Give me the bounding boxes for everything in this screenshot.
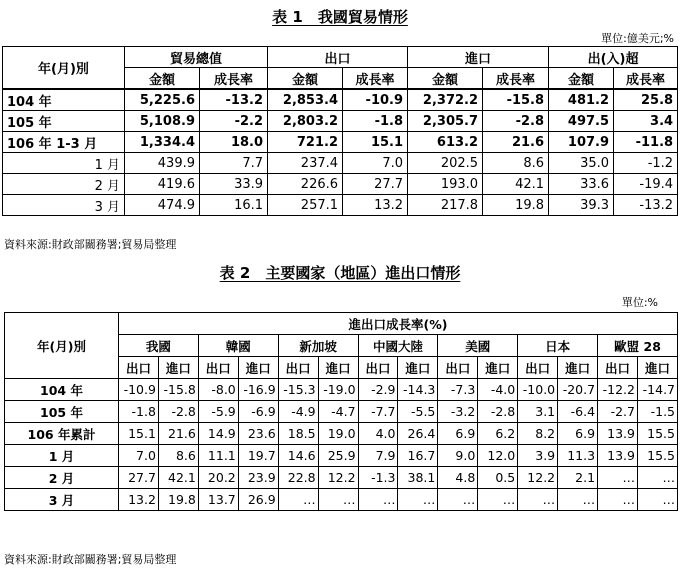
table-cell: -5.9 <box>198 401 238 423</box>
row-label: 106 年 1-3 月 <box>3 132 125 153</box>
table-cell: 497.5 <box>549 111 614 132</box>
table-cell: 15.5 <box>637 445 677 467</box>
table-row <box>3 174 678 195</box>
row-label: 106 年累計 <box>5 423 119 445</box>
table-cell: 4.8 <box>438 467 478 489</box>
country-header: 日本 <box>518 335 598 357</box>
table-cell: 202.5 <box>408 153 483 174</box>
table-cell: -19.4 <box>614 174 678 195</box>
table-cell: -15.8 <box>158 379 198 401</box>
table1 <box>2 46 678 216</box>
country-header: 新加坡 <box>278 335 358 357</box>
table-cell: 12.2 <box>518 467 558 489</box>
table-row <box>5 467 678 489</box>
table-row <box>3 195 678 216</box>
table-cell: … <box>637 489 677 511</box>
table1-group-import: 進口 <box>408 47 549 68</box>
table-cell: 19.8 <box>483 195 549 216</box>
table-cell: 39.3 <box>549 195 614 216</box>
table-cell: 481.2 <box>549 89 614 111</box>
country-header: 歐盟 28 <box>598 335 678 357</box>
table-cell: … <box>278 489 318 511</box>
table-cell: 8.6 <box>158 445 198 467</box>
table-cell: 474.9 <box>125 195 200 216</box>
table1-subheader: 金額 <box>268 68 343 90</box>
table-cell: 6.2 <box>478 423 518 445</box>
table-cell: -10.0 <box>518 379 558 401</box>
table-cell: 14.6 <box>278 445 318 467</box>
table1-subheader: 成長率 <box>483 68 549 90</box>
table-cell: 26.9 <box>238 489 278 511</box>
row-label: 105 年 <box>5 401 119 423</box>
table2 <box>4 312 678 511</box>
table-row <box>5 445 678 467</box>
table1-group-balance: 出(入)超 <box>549 47 678 68</box>
table-cell: 0.5 <box>478 467 518 489</box>
table2-subheader: 進口 <box>637 357 677 379</box>
table-cell: -4.9 <box>278 401 318 423</box>
table-cell: -14.3 <box>398 379 438 401</box>
table-cell: 7.7 <box>200 153 268 174</box>
table-cell: 16.7 <box>398 445 438 467</box>
table-cell: 107.9 <box>549 132 614 153</box>
table2-subheader: 出口 <box>518 357 558 379</box>
table-row <box>5 379 678 401</box>
table-row <box>3 89 678 111</box>
table-row <box>5 489 678 511</box>
table2-subheader: 出口 <box>438 357 478 379</box>
country-header: 中國大陸 <box>358 335 438 357</box>
table-cell: 25.9 <box>318 445 358 467</box>
table-cell: -14.7 <box>637 379 677 401</box>
country-header: 美國 <box>438 335 518 357</box>
table-cell: 3.4 <box>614 111 678 132</box>
table-cell: -2.8 <box>478 401 518 423</box>
table1-subheader: 金額 <box>549 68 614 90</box>
table-cell: 6.9 <box>558 423 598 445</box>
table-cell: … <box>518 489 558 511</box>
table-cell: 257.1 <box>268 195 343 216</box>
table2-subheader: 出口 <box>278 357 318 379</box>
table-row <box>3 153 678 174</box>
row-label: 104 年 <box>3 89 125 111</box>
table-cell: -13.2 <box>614 195 678 216</box>
table-cell: … <box>398 489 438 511</box>
table-cell: 7.9 <box>358 445 398 467</box>
table-cell: -16.9 <box>238 379 278 401</box>
table-cell: … <box>438 489 478 511</box>
table2-subheader: 出口 <box>119 357 159 379</box>
table-row <box>5 423 678 445</box>
table-cell: -1.3 <box>358 467 398 489</box>
table-cell: 4.0 <box>358 423 398 445</box>
table-cell: 13.2 <box>119 489 159 511</box>
table-cell: 18.5 <box>278 423 318 445</box>
table2-subheader: 進口 <box>158 357 198 379</box>
table-cell: 15.1 <box>343 132 408 153</box>
table-cell: 15.5 <box>637 423 677 445</box>
table-cell: -15.8 <box>483 89 549 111</box>
table-cell: 42.1 <box>483 174 549 195</box>
table-cell: 21.6 <box>483 132 549 153</box>
table1-subheader: 成長率 <box>200 68 268 90</box>
table-cell: 22.8 <box>278 467 318 489</box>
table-cell: 13.9 <box>598 445 638 467</box>
table2-subheader: 出口 <box>358 357 398 379</box>
table-cell: -13.2 <box>200 89 268 111</box>
table-cell: 419.6 <box>125 174 200 195</box>
table-cell: 33.9 <box>200 174 268 195</box>
table-cell: 26.4 <box>398 423 438 445</box>
table-cell: 16.1 <box>200 195 268 216</box>
table-cell: 237.4 <box>268 153 343 174</box>
table-cell: -1.5 <box>637 401 677 423</box>
table-cell: 19.0 <box>318 423 358 445</box>
table-cell: -2.8 <box>158 401 198 423</box>
table-cell: -2.7 <box>598 401 638 423</box>
table1-subheader: 成長率 <box>614 68 678 90</box>
table-cell: -10.9 <box>119 379 159 401</box>
table-cell: 23.6 <box>238 423 278 445</box>
table-cell: 8.6 <box>483 153 549 174</box>
table-cell: 193.0 <box>408 174 483 195</box>
country-header: 韓國 <box>198 335 278 357</box>
table-cell: -1.2 <box>614 153 678 174</box>
table-cell: -2.9 <box>358 379 398 401</box>
table-cell: 721.2 <box>268 132 343 153</box>
table1-group-total: 貿易總值 <box>125 47 268 68</box>
table-cell: 6.9 <box>438 423 478 445</box>
table-cell: 2,803.2 <box>268 111 343 132</box>
table-cell: -20.7 <box>558 379 598 401</box>
row-label: 3 月 <box>5 489 119 511</box>
table-cell: -4.0 <box>478 379 518 401</box>
table2-source: 資料來源:財政部關務署;貿易局整理 <box>4 553 177 566</box>
table-cell: -2.8 <box>483 111 549 132</box>
table-cell: 11.1 <box>198 445 238 467</box>
table-cell: 13.7 <box>198 489 238 511</box>
table-cell: 5,225.6 <box>125 89 200 111</box>
table-cell: 20.2 <box>198 467 238 489</box>
table-cell: 2,372.2 <box>408 89 483 111</box>
row-label: 2 月 <box>3 174 125 195</box>
table2-row-header: 年(月)別 <box>5 313 119 379</box>
row-label: 104 年 <box>5 379 119 401</box>
table-cell: 7.0 <box>343 153 408 174</box>
table1-subheader: 金額 <box>125 68 200 90</box>
table-cell: 27.7 <box>343 174 408 195</box>
table-cell: -6.9 <box>238 401 278 423</box>
table-cell: … <box>558 489 598 511</box>
table-cell: -4.7 <box>318 401 358 423</box>
table2-subheader: 進口 <box>238 357 278 379</box>
table-row <box>3 132 678 153</box>
row-label: 2 月 <box>5 467 119 489</box>
table-cell: -2.2 <box>200 111 268 132</box>
table1-subheader: 金額 <box>408 68 483 90</box>
table-cell: 2.1 <box>558 467 598 489</box>
table2-unit: 單位:% <box>621 296 658 309</box>
row-label: 1 月 <box>5 445 119 467</box>
table-cell: … <box>358 489 398 511</box>
table-cell: 439.9 <box>125 153 200 174</box>
table-cell: 613.2 <box>408 132 483 153</box>
table-cell: 11.3 <box>558 445 598 467</box>
row-label: 105 年 <box>3 111 125 132</box>
table-cell: 3.1 <box>518 401 558 423</box>
table1-group-export: 出口 <box>268 47 408 68</box>
table-cell: 9.0 <box>438 445 478 467</box>
table2-subheader: 進口 <box>318 357 358 379</box>
table-cell: 217.8 <box>408 195 483 216</box>
table-row <box>3 111 678 132</box>
table-cell: -6.4 <box>558 401 598 423</box>
table-cell: 21.6 <box>158 423 198 445</box>
table1-title: 表 1 我國貿易情形 <box>272 8 408 26</box>
table-cell: … <box>478 489 518 511</box>
table-cell: -10.9 <box>343 89 408 111</box>
table-cell: 2,853.4 <box>268 89 343 111</box>
table1-row-header: 年(月)別 <box>3 47 125 90</box>
table-cell: 33.6 <box>549 174 614 195</box>
table-cell: -19.0 <box>318 379 358 401</box>
table-cell: … <box>318 489 358 511</box>
table-cell: -5.5 <box>398 401 438 423</box>
table-cell: 14.9 <box>198 423 238 445</box>
row-label: 3 月 <box>3 195 125 216</box>
table-cell: … <box>637 467 677 489</box>
table-cell: -8.0 <box>198 379 238 401</box>
table2-subheader: 出口 <box>598 357 638 379</box>
table-cell: 13.9 <box>598 423 638 445</box>
table-cell: 42.1 <box>158 467 198 489</box>
table-cell: 3.9 <box>518 445 558 467</box>
table-cell: 12.2 <box>318 467 358 489</box>
table1-unit: 單位:億美元;% <box>601 32 674 45</box>
table-cell: 15.1 <box>119 423 159 445</box>
table-cell: -15.3 <box>278 379 318 401</box>
table-cell: 13.2 <box>343 195 408 216</box>
table1-subheader: 成長率 <box>343 68 408 90</box>
table1-source: 資料來源:財政部關務署;貿易局整理 <box>4 238 177 251</box>
table2-subheader: 進口 <box>558 357 598 379</box>
table2-span-header: 進出口成長率(%) <box>119 313 678 335</box>
table-cell: 19.8 <box>158 489 198 511</box>
table-cell: -11.8 <box>614 132 678 153</box>
table2-subheader: 進口 <box>478 357 518 379</box>
table2-subheader: 進口 <box>398 357 438 379</box>
table-cell: 1,334.4 <box>125 132 200 153</box>
table-cell: 25.8 <box>614 89 678 111</box>
table-cell: 38.1 <box>398 467 438 489</box>
row-label: 1 月 <box>3 153 125 174</box>
table-cell: 27.7 <box>119 467 159 489</box>
table-cell: … <box>598 489 638 511</box>
table-cell: -1.8 <box>343 111 408 132</box>
table-cell: 8.2 <box>518 423 558 445</box>
table-cell: -3.2 <box>438 401 478 423</box>
table2-title: 表 2 主要國家（地區）進出口情形 <box>219 264 461 282</box>
table-cell: 7.0 <box>119 445 159 467</box>
table-cell: 12.0 <box>478 445 518 467</box>
table-cell: 19.7 <box>238 445 278 467</box>
table-row <box>5 401 678 423</box>
country-header: 我國 <box>119 335 199 357</box>
table-cell: -7.3 <box>438 379 478 401</box>
table-cell: … <box>598 467 638 489</box>
table-cell: -1.8 <box>119 401 159 423</box>
table-cell: 18.0 <box>200 132 268 153</box>
table-cell: -12.2 <box>598 379 638 401</box>
table-cell: 2,305.7 <box>408 111 483 132</box>
table-cell: 5,108.9 <box>125 111 200 132</box>
table-cell: -7.7 <box>358 401 398 423</box>
table-cell: 23.9 <box>238 467 278 489</box>
table-cell: 35.0 <box>549 153 614 174</box>
table-cell: 226.6 <box>268 174 343 195</box>
table2-subheader: 出口 <box>198 357 238 379</box>
